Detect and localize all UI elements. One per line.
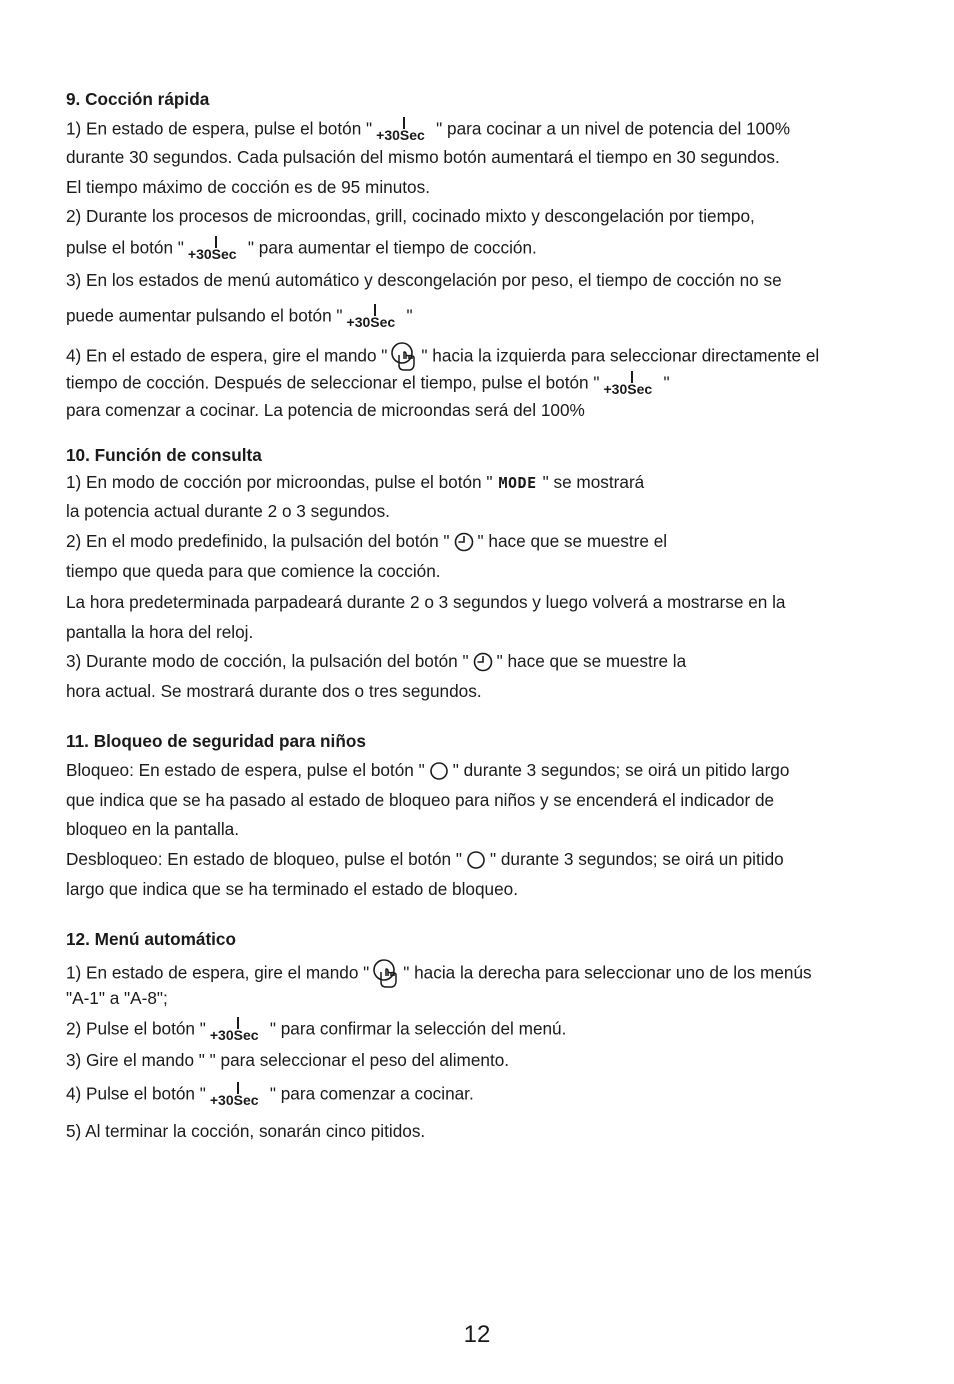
text-line: 3) Durante modo de cocción, la pulsación del botón " " hace que se muestre la	[66, 651, 687, 671]
plus-30-sec-icon: +30Sec	[208, 1082, 268, 1108]
text-line: 2) Pulse el botón " +30Sec " para confirmar la selección del menú.	[66, 1018, 567, 1043]
text-line: durante 30 segundos. Cada pulsación del mismo botón aumentará el tiempo en 30 segundos.	[66, 147, 780, 167]
text-line: 1) En estado de espera, pulse el botón " +30Sec " para cocinar a un nivel de potencia del 100%	[66, 118, 791, 143]
text-line: 3) Gire el mando " " para seleccionar el peso del alimento.	[66, 1050, 510, 1070]
circle-button-icon	[429, 761, 449, 781]
text-line: Bloqueo: En estado de espera, pulse el botón " " durante 3 segundos; se oirá un pitido largo	[66, 760, 790, 780]
plus-30-sec-icon: +30Sec	[186, 236, 246, 262]
text-line: La hora predeterminada parpadeará durante 2 o 3 segundos y luego volverá a mostrarse en la	[66, 592, 786, 612]
knob-icon	[390, 341, 418, 373]
plus-30-sec-icon: +30Sec	[208, 1017, 268, 1043]
text-line: 3) En los estados de menú automático y descongelación por peso, el tiempo de cocción no se	[66, 270, 782, 290]
text-line: 4) En el estado de espera, gire el mando " " hacia la izquierda para seleccionar directamente el	[66, 341, 819, 373]
text-line: 2) Durante los procesos de microondas, grill, cocinado mixto y descongelación por tiempo,	[66, 206, 755, 226]
clock-icon	[454, 532, 474, 552]
text-line: hora actual. Se mostrará durante dos o tres segundos.	[66, 681, 482, 701]
text-line: 1) En estado de espera, gire el mando " " hacia la derecha para seleccionar uno de los menús	[66, 958, 812, 990]
text-line: pantalla la hora del reloj.	[66, 622, 254, 642]
knob-icon	[372, 958, 400, 990]
text-line: largo que indica que se ha terminado el estado de bloqueo.	[66, 879, 518, 899]
text-line: 5) Al terminar la cocción, sonarán cinco pitidos.	[66, 1121, 426, 1141]
plus-30-sec-icon: +30Sec	[602, 371, 662, 397]
section-11-heading: 11. Bloqueo de seguridad para niños	[66, 731, 366, 751]
plus-30-sec-icon: +30Sec	[345, 304, 405, 330]
text-line: tiempo de cocción. Después de seleccionar el tiempo, pulse el botón " +30Sec "	[66, 372, 670, 397]
section-10-heading: 10. Función de consulta	[66, 445, 262, 465]
clock-icon	[473, 652, 493, 672]
text-line: para comenzar a cocinar. La potencia de microondas será del 100%	[66, 400, 585, 420]
text-line: Desbloqueo: En estado de bloqueo, pulse el botón " " durante 3 segundos; se oirá un pitido	[66, 849, 784, 869]
text-line: 2) En el modo predefinido, la pulsación del botón " " hace que se muestre el	[66, 531, 668, 551]
text-line: bloqueo en la pantalla.	[66, 819, 239, 839]
section-9-heading: 9. Cocción rápida	[66, 89, 210, 109]
text-line: 1) En modo de cocción por microondas, pulse el botón " MODE " se mostrará	[66, 472, 645, 492]
text-line: "A-1" a "A-8";	[66, 988, 168, 1008]
text-line: 4) Pulse el botón " +30Sec " para comenzar a cocinar.	[66, 1083, 474, 1108]
text-line: la potencia actual durante 2 o 3 segundos.	[66, 501, 390, 521]
text-line: pulse el botón " +30Sec " para aumentar el tiempo de cocción.	[66, 237, 537, 262]
page-number: 12	[463, 1321, 491, 1348]
circle-button-icon	[466, 850, 486, 870]
section-12-heading: 12. Menú automático	[66, 929, 236, 949]
text-line: tiempo que queda para que comience la cocción.	[66, 561, 441, 581]
plus-30-sec-icon: +30Sec	[374, 117, 434, 143]
mode-icon: MODE	[498, 474, 537, 492]
text-line: que indica que se ha pasado al estado de bloqueo para niños y se encenderá el indicador de	[66, 790, 775, 810]
text-line: puede aumentar pulsando el botón " +30Sec "	[66, 305, 413, 330]
text-line: El tiempo máximo de cocción es de 95 minutos.	[66, 177, 430, 197]
